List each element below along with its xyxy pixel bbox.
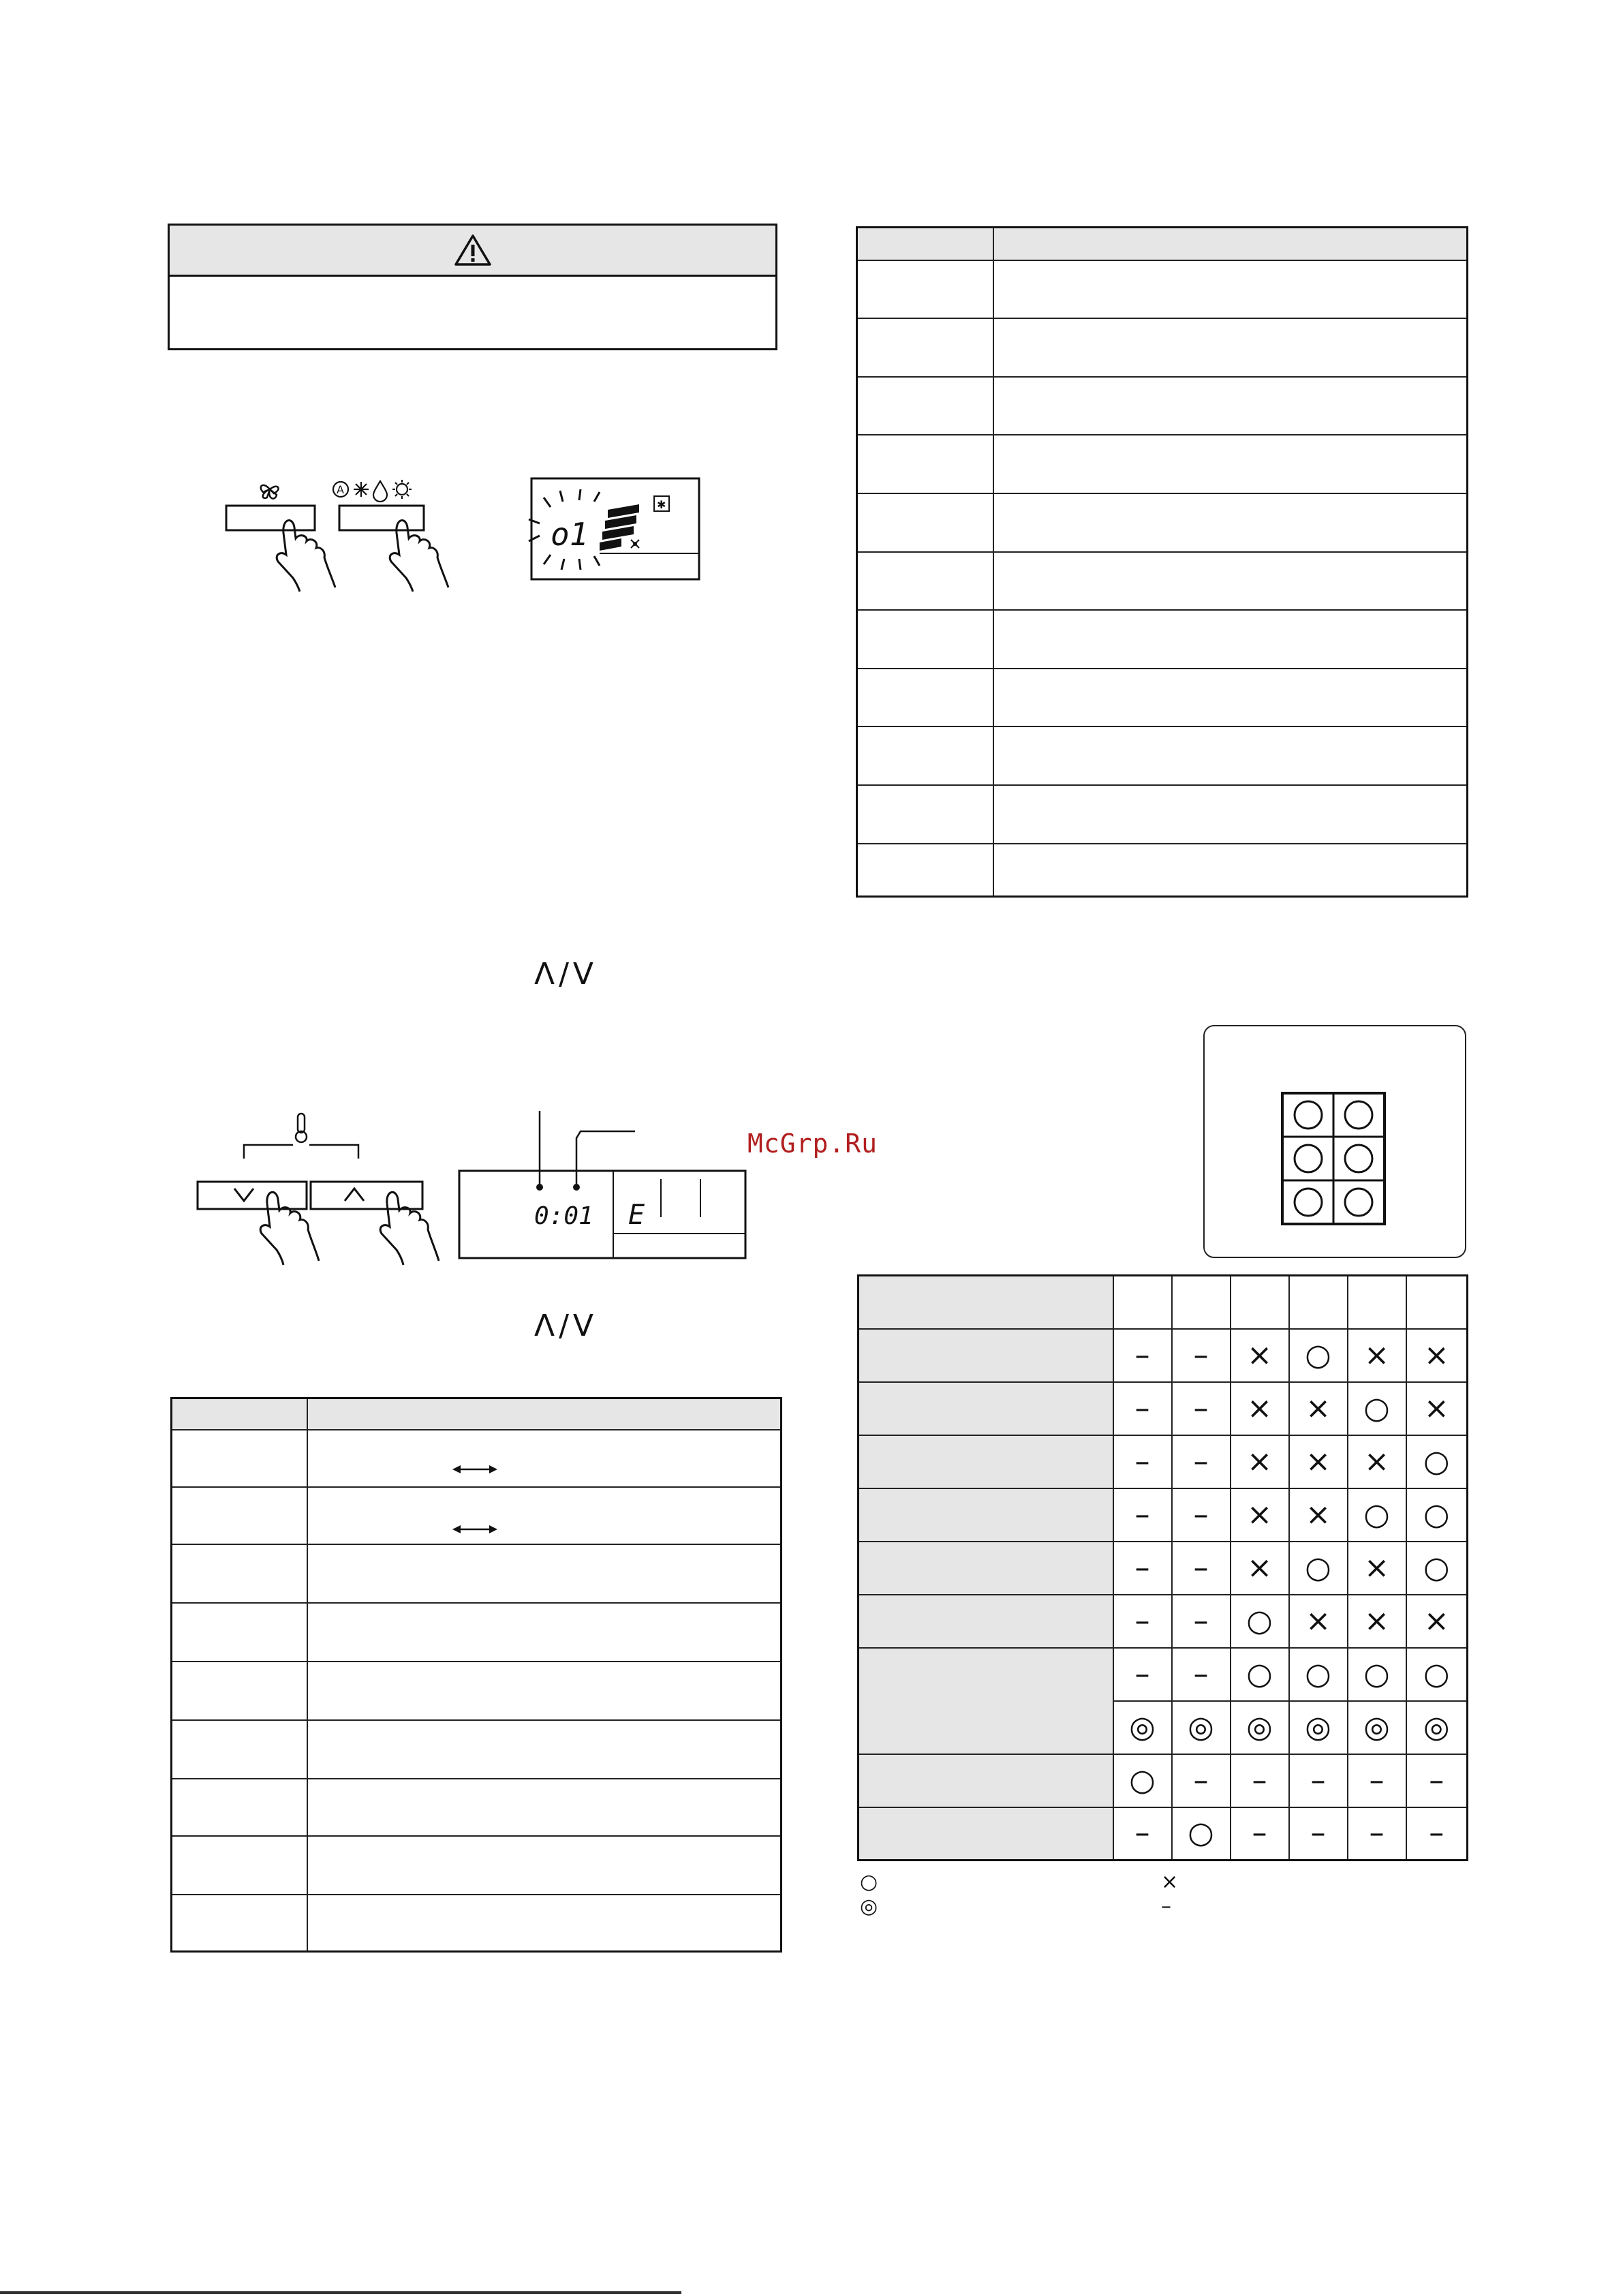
matrix-row: – – × × ○ ○ [859, 1488, 1468, 1542]
table-row [857, 260, 1468, 318]
table-row [857, 610, 1468, 669]
table-row [172, 1430, 782, 1487]
matrix-header-row [859, 1276, 1468, 1329]
legend-dash: – [1161, 1895, 1171, 1918]
legend-cross: × [1161, 1870, 1179, 1894]
dry-mode-icon [373, 481, 387, 502]
table-row [857, 493, 1468, 552]
updown-symbol: Λ/V [534, 957, 598, 992]
table-row [857, 669, 1468, 726]
svg-text:✱: ✱ [657, 498, 666, 511]
mode-button[interactable] [339, 506, 424, 530]
table-row [857, 435, 1468, 493]
matrix-row: – – × ○ × ○ [859, 1542, 1468, 1595]
lcd-code: o1 [551, 516, 589, 553]
table-row [172, 1603, 782, 1662]
table-header-row [172, 1398, 782, 1430]
symbol-matrix-table [857, 1274, 1468, 1861]
table-row [857, 377, 1468, 435]
warning-header [170, 226, 775, 277]
double-arrow-icon [452, 1465, 497, 1474]
lcd-display [459, 1171, 745, 1258]
updown-symbol: Λ/V [534, 1308, 598, 1343]
button-press-illustration [218, 470, 709, 593]
heat-mode-icon [392, 480, 412, 499]
fan-icon [261, 485, 279, 499]
table-row [857, 552, 1468, 610]
thermometer-icon [296, 1114, 307, 1142]
matrix-row: ◎ ◎ ◎ ◎ ◎ ◎ [859, 1701, 1468, 1754]
right-settings-table [856, 226, 1468, 898]
cool-mode-icon [354, 482, 369, 497]
matrix-row: – – × × × ○ [859, 1435, 1468, 1488]
matrix-row: ○ – – – – – [859, 1754, 1468, 1807]
temp-buttons-illustration [191, 1111, 756, 1274]
matrix-row: – – × ○ × × [859, 1329, 1468, 1382]
bottom-rule [0, 2291, 681, 2294]
left-settings-table [170, 1397, 782, 1953]
watermark: McGrp.Ru [747, 1129, 878, 1159]
table-row [857, 785, 1468, 844]
table-row [172, 1487, 782, 1544]
legend-circle: ○ [860, 1870, 878, 1894]
table-row [172, 1779, 782, 1836]
matrix-row: – – × × ○ × [859, 1382, 1468, 1435]
connector-diagram [1203, 1025, 1466, 1258]
table-row [857, 844, 1468, 897]
table-row [172, 1836, 782, 1895]
lcd-letter: E [628, 1199, 645, 1231]
matrix-row: – ○ – – – – [859, 1807, 1468, 1861]
table-row [172, 1544, 782, 1603]
fan-button[interactable] [226, 506, 315, 530]
svg-text:A: A [337, 483, 344, 496]
table-row [857, 318, 1468, 377]
legend-double-circle: ◎ [860, 1895, 878, 1918]
temp-up-button[interactable] [311, 1182, 422, 1209]
double-arrow-icon [452, 1525, 497, 1534]
table-row [172, 1895, 782, 1952]
mode-icons [333, 480, 412, 502]
lcd-time: 0:01 [534, 1202, 593, 1230]
table-row [172, 1720, 782, 1779]
warning-icon [454, 234, 492, 266]
matrix-row: – – ○ × × × [859, 1595, 1468, 1648]
matrix-row: – – ○ ○ ○ ○ [859, 1648, 1468, 1701]
warning-box [168, 224, 777, 350]
temp-down-button[interactable] [198, 1182, 307, 1209]
table-header-row [857, 228, 1468, 260]
table-row [857, 726, 1468, 785]
table-row [172, 1662, 782, 1720]
